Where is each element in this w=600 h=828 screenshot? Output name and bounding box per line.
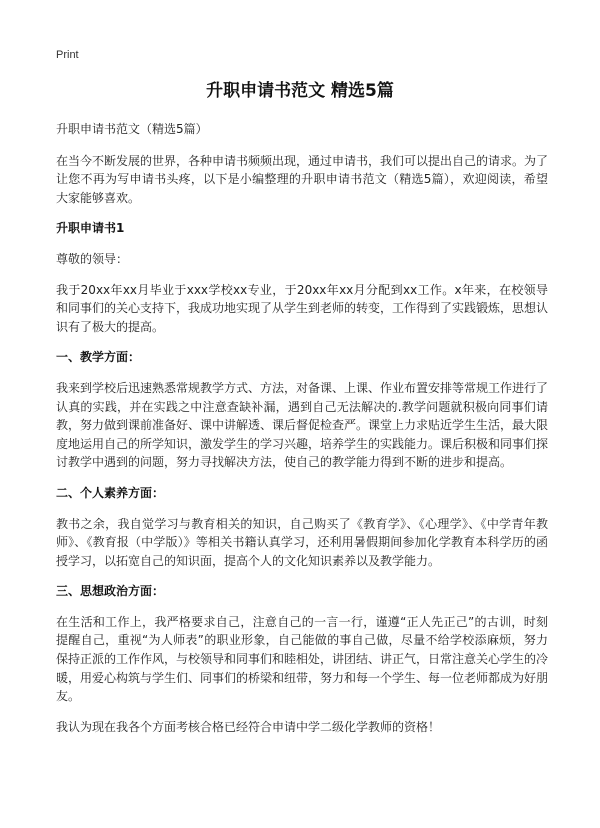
- document-subtitle: 升职申请书范文（精选5篇）: [56, 122, 208, 136]
- section-body-personal: 教书之余，我自觉学习与教育相关的知识，自己购买了《教育学》、《心理学》、《中学青年教师》、《教育报（中学版）》等相关书籍认真学习，还利用暑假期间参加化学教育本科学历的函授学习，以拓宽自己的知识面，提高个人的文化知识素养以及教学能力。: [56, 516, 548, 568]
- closing-paragraph: 我认为现在我各个方面考核合格已经符合申请中学二级化学教师的资格！: [56, 719, 441, 734]
- section-heading-teaching: 一、教学方面：: [56, 350, 141, 365]
- page-title: 升职申请书范文 精选5篇: [206, 81, 394, 101]
- section-heading-personal: 二、个人素养方面：: [56, 485, 165, 500]
- salutation: 尊敬的领导：: [56, 251, 129, 266]
- section-body-political: 在生活和工作上，我严格要求自己，注意自己的一言一行，谨遵“正人先正己”的古训，时刻提醒自己，重视“为人师表”的职业形象，自己能做的事自己做，尽量不给学校添麻烦，努力保持正派的工作作风，与校领导和同事们和睦相处，讲团结、讲正气，日常注意关心学生的冷暖，用爱心构筑与学生们、同事们的桥梁和纽带，努力和每一个学生、每一位老师都成为好朋友。: [56, 614, 549, 704]
- print-link[interactable]: Print: [56, 49, 79, 61]
- document-body: [56, 120, 548, 736]
- intro-paragraph: 在当今不断发展的世界，各种申请书频频出现，通过申请书，我们可以提出自己的请求。为了让您不再为写申请书头疼，以下是小编整理的升职申请书范文（精选5篇），欢迎阅读，希望大家能够喜欢。: [56, 153, 549, 205]
- opening-paragraph: 我于20xx年xx月毕业于xxx学校xx专业，于20xx年xx月分配到xx工作。x年来，在校领导和同事们的关心支持下，我成功地实现了从学生到老师的转变，工作得到了实践锻炼，思想认识有了极大的提高。: [56, 282, 549, 334]
- section-heading-political: 三、思想政治方面：: [56, 584, 165, 599]
- section-body-teaching: 我来到学校后迅速熟悉常规教学方式、方法，对备课、上课、作业布置安排等常规工作进行了认真的实践，并在实践之中注意查缺补漏，遇到自己无法解决的.教学问题就积极向同事们请教，努力做到课前准备好、课中讲解透、课后督促检查严。课堂上力求贴近学生生活，最大限度地运用自己的所学知识，激发学生的学习兴趣，培养学生的实践能力。课后积极和同事们探讨教学中遇到的问题，努力寻找解决方法，使自己的教学能力得到不断的进步和提高。: [56, 380, 549, 470]
- letter-heading: 升职申请书1: [56, 221, 125, 236]
